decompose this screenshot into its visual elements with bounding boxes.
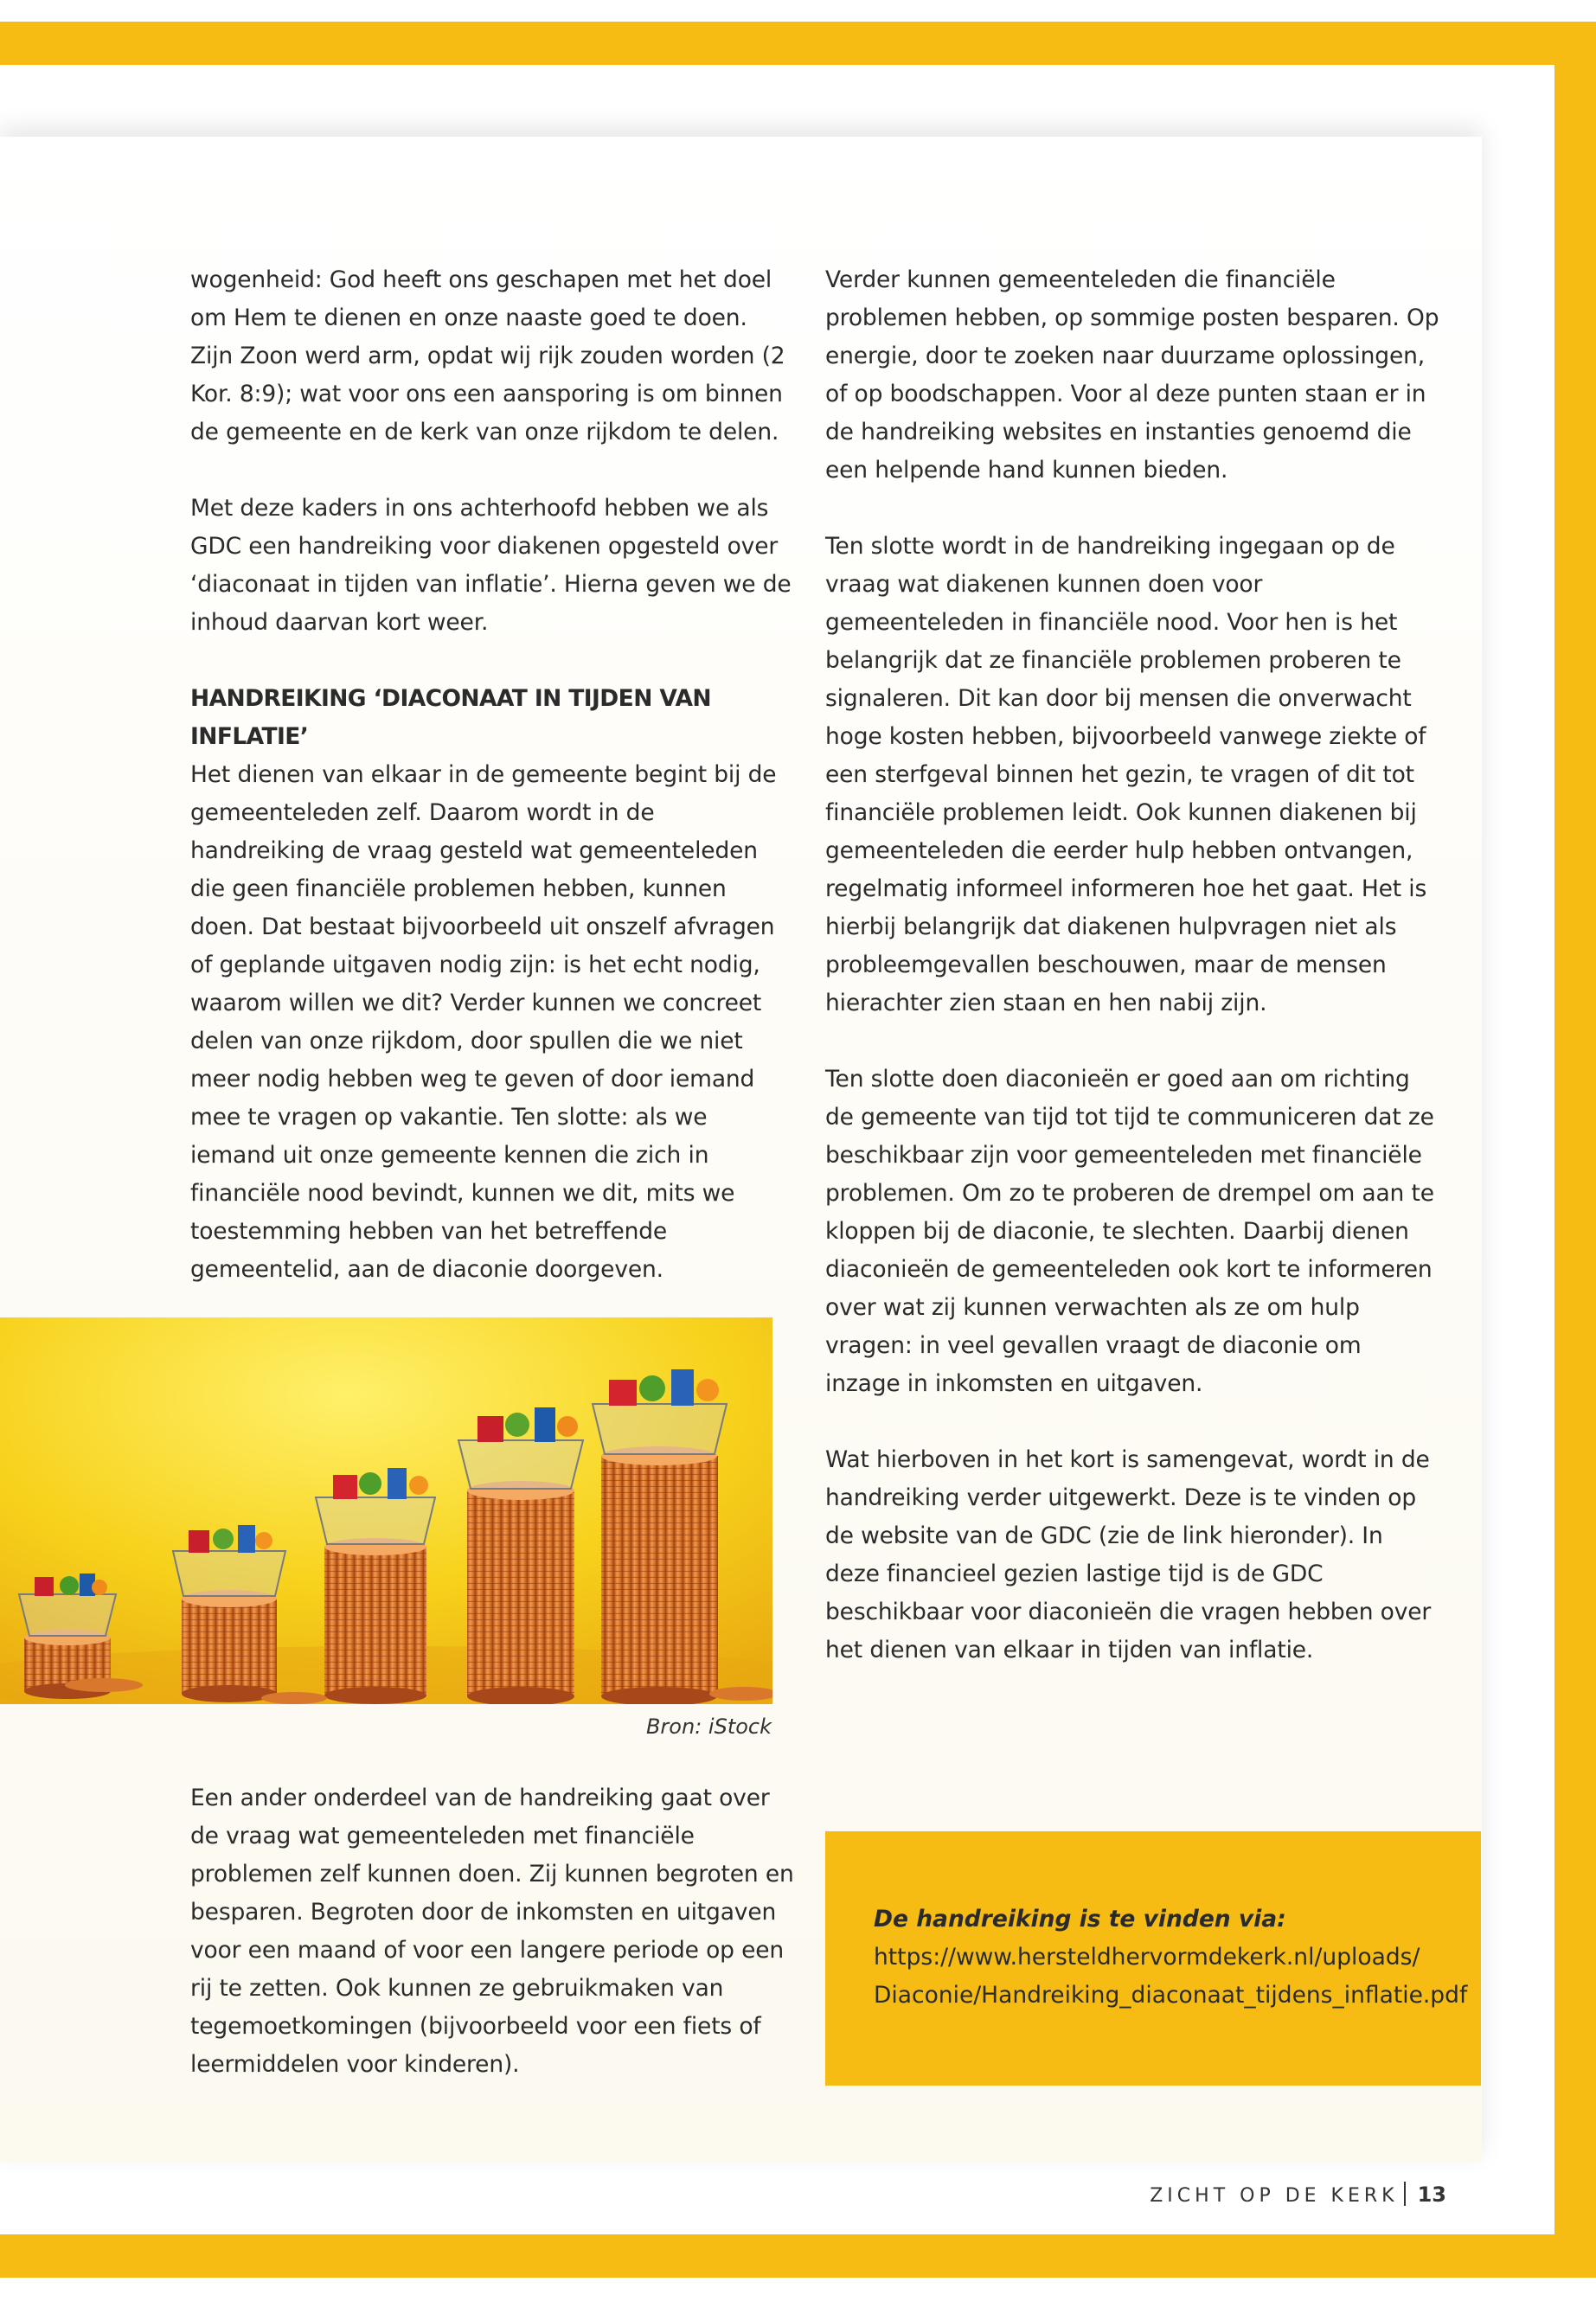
handreiking-link-continued[interactable]: Diaconie/Handreiking_diaconaat_tijdens_inflatie.pdf [874, 1982, 1468, 2009]
section-heading: HANDREIKING ‘DIACONAAT IN TIJDEN VAN INFLATIE’ [190, 685, 711, 750]
page-footer [1125, 2182, 1446, 2207]
paragraph: Wat hierboven in het kort is samengevat, wordt in de handreiking verder uitgewerkt. Deze is te vinden op de website van de GDC (zie de link hieronder). In deze financieel gezien lastige tijd is de GDC beschikbaar voor diaconieën die vragen hebben over het dienen van elkaar in tijden van inflatie. [825, 1446, 1432, 1663]
magazine-title: ZICHT OP DE KERK [1150, 2185, 1399, 2207]
photo-shopping-baskets-on-coin-stacks [0, 1317, 772, 1704]
paragraph: wogenheid: God heeft ons geschapen met het doel om Hem te dienen en onze naaste goed te doen. Zijn Zoon werd arm, opdat wij rijk zouden worden (2 Kor. 8:9); wat voor ons een aansporing is om binnen de gemeente en de kerk van onze rijkdom te delen. [190, 266, 785, 445]
frame-bottom-bar [0, 2234, 1596, 2278]
section-block [190, 680, 796, 1289]
callout-box [825, 1831, 1481, 2086]
paragraph: Ten slotte wordt in de handreiking ingegaan op de vraag wat diakenen kunnen doen voor gemeenteleden in financiële nood. Voor hen is het belangrijk dat ze financiële problemen proberen te signaleren. Dit kan door bij mensen die onverwacht hoge kosten hebben, bijvoorbeeld vanwege ziekte of een sterfgeval binnen het gezin, te vragen of dit tot financiële problemen leidt. Ook kunnen diakenen bij gemeenteleden die eerder hulp hebben ontvangen, regelmatig informeel informeren hoe het gaat. Het is hierbij belangrijk dat diakenen hulpvragen niet als probleemgevallen beschouwen, maar de mensen hierachter zien staan en hen nabij zijn. [825, 533, 1427, 1016]
paragraph: Verder kunnen gemeenteleden die financiële problemen hebben, op sommige posten besparen. Op energie, door te zoeken naar duurzame oplossingen, of op boodschappen. Voor al deze punten staan er in de handreiking websites en instanties genoemd die een helpende hand kunnen bieden. [825, 266, 1439, 484]
image-credit: Bron: iStock [645, 1715, 772, 1739]
frame-right-bar [1554, 22, 1596, 2275]
right-column [825, 261, 1439, 1670]
left-column-top [190, 261, 796, 1289]
paragraph: Ten slotte doen diaconieën er goed aan om richting de gemeente van tijd tot tijd te communiceren dat ze beschikbaar zijn voor gemeenteleden met financiële problemen. Om zo te proberen de drempel om aan te kloppen bij de diaconie, te slechten. Daarbij dienen diaconieën de gemeenteleden ook kort te informeren over wat zij kunnen verwachten als ze om hulp vragen: in veel gevallen vraagt de diaconie om inzage in inkomsten en uitgaven. [825, 1066, 1434, 1397]
left-column-bottom [190, 1779, 796, 2084]
callout-label: De handreiking is te vinden via: [874, 1906, 1286, 1932]
footer-divider [1404, 2182, 1406, 2206]
frame-top-bar [0, 22, 1596, 65]
paragraph: Een ander onderdeel van de handreiking gaat over de vraag wat gemeenteleden met financiële problemen zelf kunnen doen. Zij kunnen begroten en besparen. Begroten door de inkomsten en uitgaven voor een maand of voor een langere periode op een rij te zetten. Ook kunnen ze gebruikmaken van tegemoetkomingen (bijvoorbeeld voor een fiets of leermiddelen voor kinderen). [190, 1785, 794, 2078]
paragraph: Met deze kaders in ons achterhoofd hebben we als GDC een handreiking voor diakenen opgesteld over ‘diaconaat in tijden van inflatie’. Hierna geven we de inhoud daarvan kort weer. [190, 495, 792, 636]
paragraph: Het dienen van elkaar in de gemeente begint bij de gemeenteleden zelf. Daarom wordt in de handreiking de vraag gesteld wat gemeenteleden die geen financiële problemen hebben, kunnen doen. Dat bestaat bijvoorbeeld uit onszelf afvragen of geplande uitgaven nodig zijn: is het echt nodig, waarom willen we dit? Verder kunnen we concreet delen van onze rijkdom, door spullen die we niet meer nodig hebben weg te geven of door iemand mee te vragen op vakantie. Ten slotte: als we iemand uit onze gemeente kennen die zich in financiële nood bevindt, kunnen we dit, mits we toestemming hebben van het betreffende gemeentelid, aan de diaconie doorgeven. [190, 761, 777, 1283]
page-number: 13 [1417, 2182, 1446, 2207]
handreiking-link[interactable]: https://www.hersteldhervormdekerk.nl/uploads/ [874, 1944, 1420, 1971]
